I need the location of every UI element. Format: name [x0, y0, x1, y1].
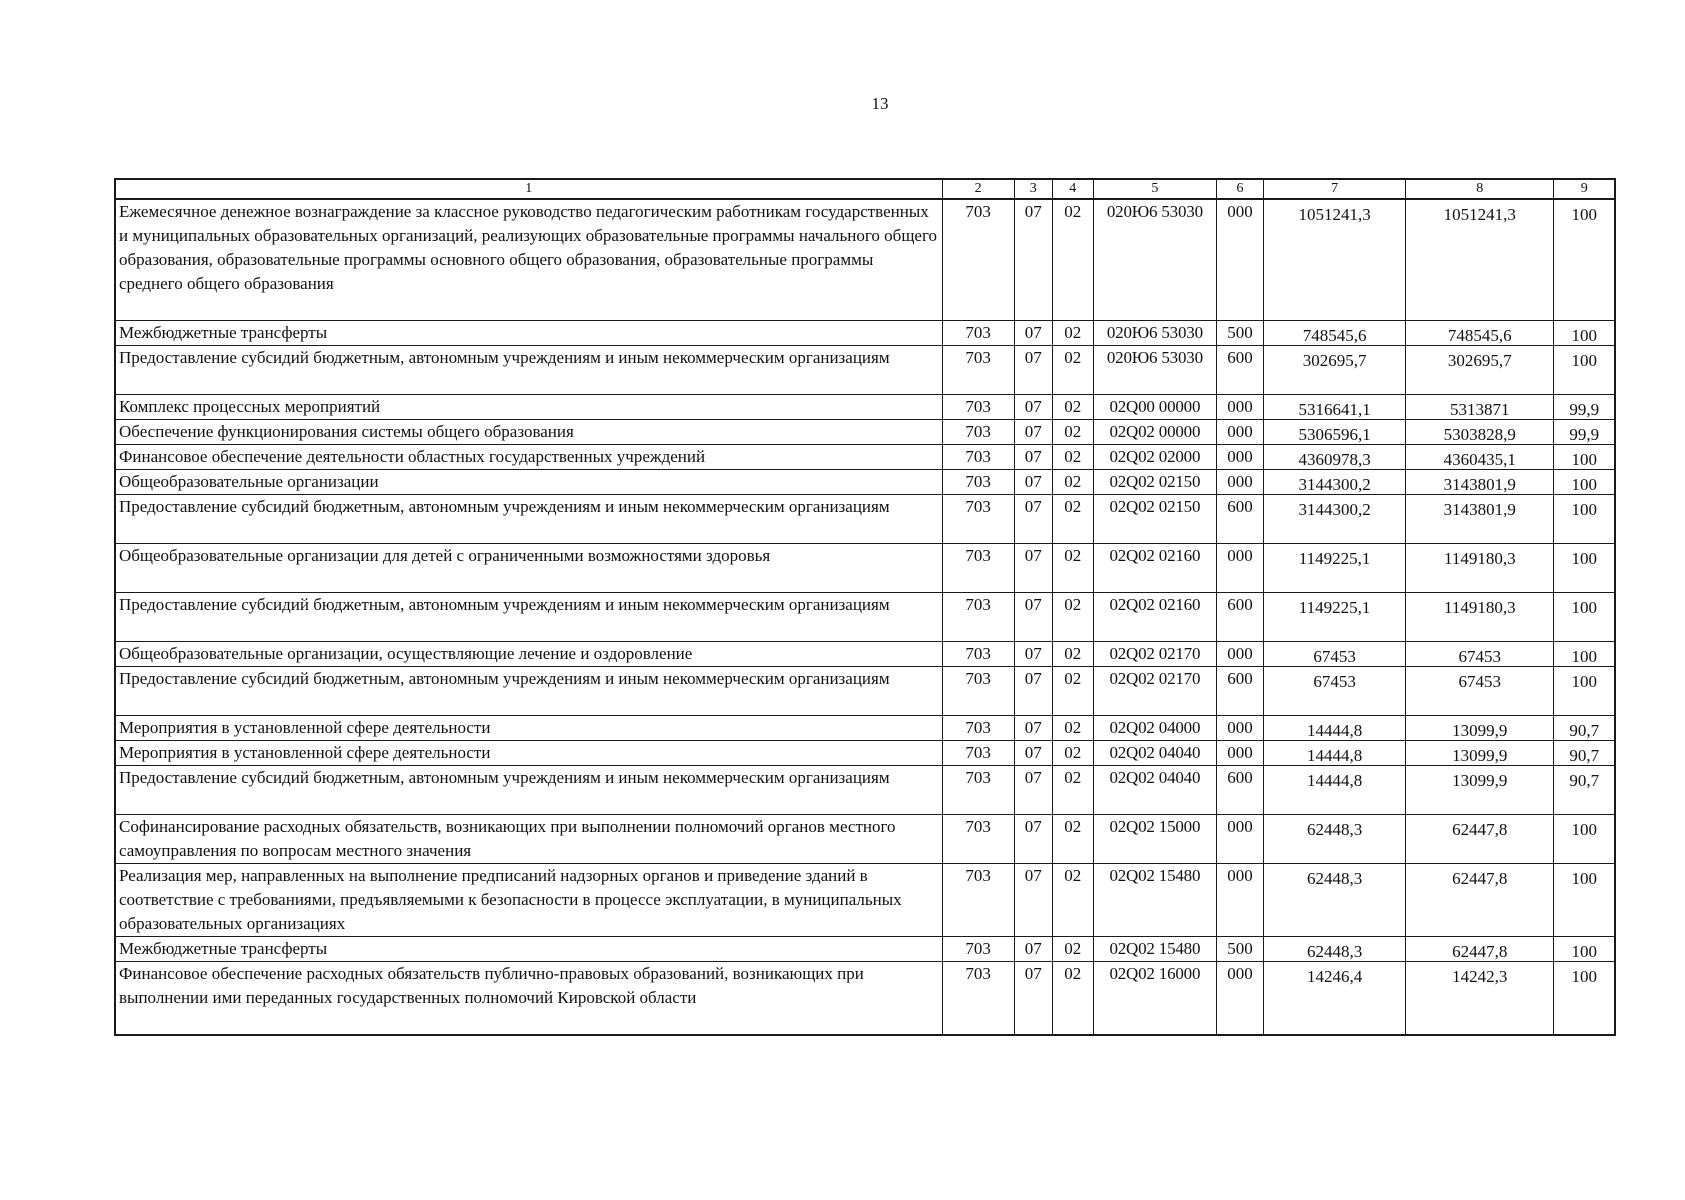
row-col3-cell: 07 [1014, 766, 1052, 815]
row-col7-value-cell-text: 1149225,1 [1298, 598, 1371, 617]
header-col-4: 4 [1052, 179, 1093, 199]
row-col8-value-cell-text: 1149180,3 [1443, 549, 1516, 568]
row-col2-cell: 703 [942, 445, 1014, 470]
row-col8-value-cell-text: 67453 [1458, 647, 1502, 666]
row-col8-value-cell-text: 4360435,1 [1443, 450, 1516, 469]
row-col3-cell: 07 [1014, 544, 1052, 593]
row-percent-cell-text: 100 [1571, 647, 1597, 666]
row-col3-cell: 07 [1014, 470, 1052, 495]
row-name-cell: Межбюджетные трансферты [115, 321, 942, 346]
row-percent-cell-text: 100 [1571, 475, 1597, 494]
row-name-cell: Общеобразовательные организации для детей с ограниченными возможностями здоровья [115, 544, 942, 593]
row-col4-cell: 02 [1052, 395, 1093, 420]
row-percent-cell-text: 100 [1571, 326, 1597, 345]
row-name-cell: Софинансирование расходных обязательств, возникающих при выполнении полномочий органов местного самоуправления по вопросам местного значения [115, 815, 942, 864]
row-col7-value-cell [1264, 766, 1406, 815]
row-col4-cell: 02 [1052, 593, 1093, 642]
row-name-cell: Финансовое обеспечение расходных обязательств публично-правовых образований, возникающих при выполнении ими переданных государственных полномочий Кировской области [115, 962, 942, 1036]
row-col6-cell: 000 [1216, 470, 1263, 495]
row-col6-cell: 500 [1216, 321, 1263, 346]
row-percent-cell [1554, 395, 1615, 420]
header-col-7: 7 [1264, 179, 1406, 199]
row-percent-cell-text: 100 [1571, 942, 1597, 961]
row-col7-value-cell [1264, 544, 1406, 593]
row-col4-cell: 02 [1052, 937, 1093, 962]
table-body [115, 199, 1615, 1035]
row-col8-value-cell [1406, 470, 1554, 495]
row-col3-cell: 07 [1014, 962, 1052, 1036]
row-col3-cell: 07 [1014, 395, 1052, 420]
row-col4-cell: 02 [1052, 642, 1093, 667]
row-col8-value-cell-text: 3143801,9 [1443, 500, 1516, 519]
row-col6-cell: 600 [1216, 346, 1263, 395]
row-col4-cell: 02 [1052, 495, 1093, 544]
row-percent-cell-text: 100 [1571, 549, 1597, 568]
row-percent-cell-text: 100 [1571, 820, 1597, 839]
row-name-cell: Предоставление субсидий бюджетным, автономным учреждениям и иным некоммерческим организациям [115, 346, 942, 395]
budget-table [114, 178, 1616, 1036]
row-col8-value-cell-text: 14242,3 [1452, 967, 1508, 986]
row-col7-value-cell-text: 5316641,1 [1298, 400, 1371, 419]
row-col2-cell: 703 [942, 593, 1014, 642]
row-col7-value-cell [1264, 321, 1406, 346]
row-col8-value-cell [1406, 593, 1554, 642]
row-col8-value-cell-text: 62447,8 [1452, 869, 1508, 888]
row-code-cell: 02Q02 02160 [1093, 544, 1216, 593]
table-row [115, 593, 1615, 642]
row-col6-cell: 000 [1216, 395, 1263, 420]
row-col7-value-cell-text: 14444,8 [1306, 771, 1363, 790]
page-number: 13 [871, 94, 889, 113]
row-col7-value-cell [1264, 815, 1406, 864]
row-percent-cell-text: 90,7 [1569, 771, 1600, 790]
header-col-3: 3 [1014, 179, 1052, 199]
row-code-cell: 02Q00 00000 [1093, 395, 1216, 420]
row-percent-cell-text: 100 [1571, 351, 1597, 370]
row-name-cell: Общеобразовательные организации, осуществляющие лечение и оздоровление [115, 642, 942, 667]
row-percent-cell [1554, 445, 1615, 470]
row-code-cell: 02Q02 02150 [1093, 495, 1216, 544]
row-col7-value-cell-text: 748545,6 [1302, 326, 1367, 345]
row-col2-cell: 703 [942, 495, 1014, 544]
table-row [115, 766, 1615, 815]
row-col7-value-cell-text: 3144300,2 [1298, 500, 1371, 519]
row-col7-value-cell-text: 62448,3 [1306, 820, 1363, 839]
row-percent-cell [1554, 667, 1615, 716]
row-col8-value-cell-text: 1149180,3 [1443, 598, 1516, 617]
row-col6-cell: 000 [1216, 544, 1263, 593]
row-col4-cell: 02 [1052, 346, 1093, 395]
row-col2-cell: 703 [942, 766, 1014, 815]
row-percent-cell [1554, 321, 1615, 346]
row-col6-cell: 000 [1216, 815, 1263, 864]
row-col2-cell: 703 [942, 716, 1014, 741]
row-col7-value-cell-text: 14246,4 [1306, 967, 1363, 986]
row-col4-cell: 02 [1052, 199, 1093, 321]
row-col3-cell: 07 [1014, 741, 1052, 766]
row-col4-cell: 02 [1052, 667, 1093, 716]
row-name-cell: Межбюджетные трансферты [115, 937, 942, 962]
row-percent-cell [1554, 716, 1615, 741]
row-code-cell: 02Q02 04000 [1093, 716, 1216, 741]
row-percent-cell [1554, 937, 1615, 962]
row-col4-cell: 02 [1052, 766, 1093, 815]
row-col8-value-cell [1406, 962, 1554, 1036]
row-code-cell: 02Q02 02170 [1093, 642, 1216, 667]
budget-table-wrapper [114, 178, 1616, 1036]
row-name-cell: Предоставление субсидий бюджетным, автономным учреждениям и иным некоммерческим организациям [115, 495, 942, 544]
row-col2-cell: 703 [942, 962, 1014, 1036]
row-percent-cell [1554, 346, 1615, 395]
row-name-cell: Предоставление субсидий бюджетным, автономным учреждениям и иным некоммерческим организациям [115, 766, 942, 815]
row-col2-cell: 703 [942, 346, 1014, 395]
row-col8-value-cell [1406, 495, 1554, 544]
row-col6-cell: 000 [1216, 716, 1263, 741]
row-col6-cell: 000 [1216, 642, 1263, 667]
row-col8-value-cell [1406, 321, 1554, 346]
row-col8-value-cell [1406, 395, 1554, 420]
row-col6-cell: 000 [1216, 864, 1263, 937]
row-col7-value-cell-text: 4360978,3 [1298, 450, 1371, 469]
header-col-9: 9 [1554, 179, 1615, 199]
row-col7-value-cell-text: 14444,8 [1306, 746, 1363, 765]
row-percent-cell [1554, 544, 1615, 593]
table-row [115, 420, 1615, 445]
row-col4-cell: 02 [1052, 321, 1093, 346]
row-col6-cell: 000 [1216, 741, 1263, 766]
row-col8-value-cell-text: 1051241,3 [1443, 205, 1516, 224]
table-row [115, 741, 1615, 766]
row-col3-cell: 07 [1014, 495, 1052, 544]
row-col8-value-cell-text: 5313871 [1450, 400, 1510, 419]
table-row [115, 395, 1615, 420]
row-col6-cell: 000 [1216, 420, 1263, 445]
row-col7-value-cell-text: 62448,3 [1306, 869, 1363, 888]
row-col6-cell: 000 [1216, 199, 1263, 321]
row-col7-value-cell [1264, 346, 1406, 395]
row-col8-value-cell [1406, 445, 1554, 470]
row-col8-value-cell-text: 13099,9 [1452, 771, 1508, 790]
row-percent-cell-text: 100 [1571, 869, 1597, 888]
row-percent-cell-text: 90,7 [1569, 746, 1600, 765]
row-col8-value-cell-text: 748545,6 [1447, 326, 1512, 345]
row-code-cell: 020Ю6 53030 [1093, 199, 1216, 321]
row-col8-value-cell [1406, 346, 1554, 395]
row-percent-cell [1554, 815, 1615, 864]
row-col6-cell: 500 [1216, 937, 1263, 962]
row-name-cell: Мероприятия в установленной сфере деятельности [115, 716, 942, 741]
row-col3-cell: 07 [1014, 593, 1052, 642]
table-row [115, 495, 1615, 544]
row-percent-cell-text: 99,9 [1569, 425, 1600, 444]
row-col2-cell: 703 [942, 199, 1014, 321]
header-col-8: 8 [1406, 179, 1554, 199]
row-col4-cell: 02 [1052, 741, 1093, 766]
row-col4-cell: 02 [1052, 864, 1093, 937]
row-col6-cell: 000 [1216, 962, 1263, 1036]
row-col2-cell: 703 [942, 544, 1014, 593]
row-col8-value-cell [1406, 815, 1554, 864]
row-col7-value-cell [1264, 593, 1406, 642]
table-row [115, 667, 1615, 716]
row-col4-cell: 02 [1052, 815, 1093, 864]
row-col8-value-cell [1406, 420, 1554, 445]
row-col8-value-cell [1406, 642, 1554, 667]
row-col7-value-cell [1264, 642, 1406, 667]
row-col7-value-cell [1264, 864, 1406, 937]
table-row [115, 716, 1615, 741]
row-col7-value-cell [1264, 420, 1406, 445]
row-percent-cell-text: 100 [1571, 205, 1597, 224]
row-percent-cell [1554, 420, 1615, 445]
row-percent-cell [1554, 962, 1615, 1036]
row-col4-cell: 02 [1052, 445, 1093, 470]
row-col7-value-cell [1264, 495, 1406, 544]
row-col2-cell: 703 [942, 395, 1014, 420]
row-col3-cell: 07 [1014, 321, 1052, 346]
row-name-cell: Финансовое обеспечение деятельности областных государственных учреждений [115, 445, 942, 470]
row-col4-cell: 02 [1052, 544, 1093, 593]
row-col2-cell: 703 [942, 667, 1014, 716]
row-code-cell: 02Q02 02000 [1093, 445, 1216, 470]
row-col4-cell: 02 [1052, 716, 1093, 741]
row-col7-value-cell [1264, 667, 1406, 716]
row-col6-cell: 600 [1216, 593, 1263, 642]
row-name-cell: Предоставление субсидий бюджетным, автономным учреждениям и иным некоммерческим организациям [115, 667, 942, 716]
row-code-cell: 02Q02 02170 [1093, 667, 1216, 716]
row-code-cell: 02Q02 15480 [1093, 937, 1216, 962]
table-row [115, 470, 1615, 495]
row-col8-value-cell-text: 5303828,9 [1443, 425, 1516, 444]
table-row [115, 346, 1615, 395]
row-col8-value-cell-text: 302695,7 [1447, 351, 1512, 370]
row-col4-cell: 02 [1052, 420, 1093, 445]
row-col2-cell: 703 [942, 321, 1014, 346]
row-col3-cell: 07 [1014, 642, 1052, 667]
row-col8-value-cell [1406, 199, 1554, 321]
row-col3-cell: 07 [1014, 716, 1052, 741]
row-percent-cell [1554, 864, 1615, 937]
row-col2-cell: 703 [942, 741, 1014, 766]
row-col7-value-cell-text: 302695,7 [1302, 351, 1367, 370]
row-col7-value-cell [1264, 937, 1406, 962]
row-col7-value-cell [1264, 470, 1406, 495]
row-name-cell: Реализация мер, направленных на выполнение предписаний надзорных органов и приведение зданий в соответствие с требованиями, предъявляемыми к безопасности в процессе эксплуатации, в муниципальных образовательных организациях [115, 864, 942, 937]
table-row [115, 864, 1615, 937]
row-col2-cell: 703 [942, 937, 1014, 962]
row-col6-cell: 600 [1216, 667, 1263, 716]
row-percent-cell-text: 100 [1571, 672, 1597, 691]
table-row [115, 815, 1615, 864]
row-col8-value-cell [1406, 766, 1554, 815]
row-col7-value-cell-text: 3144300,2 [1298, 475, 1371, 494]
row-col7-value-cell-text: 1149225,1 [1298, 549, 1371, 568]
table-row [115, 937, 1615, 962]
header-col-1: 1 [115, 179, 942, 199]
row-col7-value-cell-text: 5306596,1 [1298, 425, 1371, 444]
row-col3-cell: 07 [1014, 445, 1052, 470]
row-col8-value-cell [1406, 667, 1554, 716]
row-col7-value-cell-text: 67453 [1313, 672, 1356, 691]
row-code-cell: 02Q02 02160 [1093, 593, 1216, 642]
row-col7-value-cell [1264, 395, 1406, 420]
row-name-cell: Обеспечение функционирования системы общего образования [115, 420, 942, 445]
row-name-cell: Предоставление субсидий бюджетным, автономным учреждениям и иным некоммерческим организациям [115, 593, 942, 642]
row-percent-cell [1554, 642, 1615, 667]
row-col7-value-cell-text: 14444,8 [1306, 721, 1363, 740]
row-col6-cell: 000 [1216, 445, 1263, 470]
row-code-cell: 02Q02 02150 [1093, 470, 1216, 495]
row-col6-cell: 600 [1216, 766, 1263, 815]
row-col2-cell: 703 [942, 420, 1014, 445]
header-col-2: 2 [942, 179, 1014, 199]
row-name-cell: Ежемесячное денежное вознаграждение за классное руководство педагогическим работникам государственных и муниципальных образовательных организаций, реализующих образовательные программы начального общего образования, образовательные программы основного общего образования, образовательные программы среднего общего образования [115, 199, 942, 321]
row-col3-cell: 07 [1014, 864, 1052, 937]
row-col3-cell: 07 [1014, 346, 1052, 395]
row-col8-value-cell-text: 13099,9 [1452, 746, 1508, 765]
row-col8-value-cell [1406, 544, 1554, 593]
row-col4-cell: 02 [1052, 962, 1093, 1036]
row-col3-cell: 07 [1014, 199, 1052, 321]
row-col3-cell: 07 [1014, 420, 1052, 445]
row-col8-value-cell [1406, 716, 1554, 741]
row-code-cell: 02Q02 00000 [1093, 420, 1216, 445]
row-name-cell: Общеобразовательные организации [115, 470, 942, 495]
row-col7-value-cell-text: 1051241,3 [1298, 205, 1371, 224]
row-percent-cell-text: 100 [1571, 967, 1597, 986]
row-col7-value-cell [1264, 716, 1406, 741]
table-row [115, 321, 1615, 346]
row-col7-value-cell [1264, 199, 1406, 321]
row-code-cell: 020Ю6 53030 [1093, 346, 1216, 395]
table-row [115, 544, 1615, 593]
row-col8-value-cell-text: 67453 [1458, 672, 1502, 691]
row-percent-cell [1554, 495, 1615, 544]
header-col-6: 6 [1216, 179, 1263, 199]
row-col7-value-cell [1264, 741, 1406, 766]
row-name-cell: Мероприятия в установленной сфере деятельности [115, 741, 942, 766]
table-row [115, 962, 1615, 1036]
row-col7-value-cell-text: 62448,3 [1306, 942, 1363, 961]
row-col2-cell: 703 [942, 642, 1014, 667]
row-col7-value-cell-text: 67453 [1313, 647, 1356, 666]
row-code-cell: 02Q02 04040 [1093, 766, 1216, 815]
row-col3-cell: 07 [1014, 937, 1052, 962]
row-col2-cell: 703 [942, 864, 1014, 937]
row-col3-cell: 07 [1014, 667, 1052, 716]
row-col7-value-cell [1264, 445, 1406, 470]
row-col8-value-cell-text: 62447,8 [1452, 820, 1508, 839]
table-row [115, 445, 1615, 470]
row-percent-cell [1554, 199, 1615, 321]
row-percent-cell-text: 100 [1571, 450, 1597, 469]
row-code-cell: 02Q02 15480 [1093, 864, 1216, 937]
row-name-cell: Комплекс процессных мероприятий [115, 395, 942, 420]
table-row [115, 642, 1615, 667]
row-percent-cell [1554, 593, 1615, 642]
row-code-cell: 02Q02 16000 [1093, 962, 1216, 1036]
row-col2-cell: 703 [942, 470, 1014, 495]
header-col-5: 5 [1093, 179, 1216, 199]
table-row [115, 199, 1615, 321]
row-col8-value-cell-text: 13099,9 [1452, 721, 1508, 740]
row-percent-cell [1554, 470, 1615, 495]
row-col7-value-cell [1264, 962, 1406, 1036]
row-code-cell: 02Q02 04040 [1093, 741, 1216, 766]
row-percent-cell-text: 100 [1571, 500, 1597, 519]
row-col6-cell: 600 [1216, 495, 1263, 544]
table-header-row [115, 179, 1615, 199]
row-code-cell: 02Q02 15000 [1093, 815, 1216, 864]
row-col3-cell: 07 [1014, 815, 1052, 864]
row-col8-value-cell-text: 3143801,9 [1443, 475, 1516, 494]
row-col8-value-cell [1406, 937, 1554, 962]
row-col8-value-cell [1406, 741, 1554, 766]
row-percent-cell [1554, 741, 1615, 766]
row-code-cell: 020Ю6 53030 [1093, 321, 1216, 346]
row-percent-cell-text: 99,9 [1569, 400, 1600, 419]
row-percent-cell-text: 100 [1571, 598, 1597, 617]
row-percent-cell-text: 90,7 [1569, 721, 1600, 740]
row-col2-cell: 703 [942, 815, 1014, 864]
row-col8-value-cell-text: 62447,8 [1452, 942, 1508, 961]
row-col4-cell: 02 [1052, 470, 1093, 495]
row-col8-value-cell [1406, 864, 1554, 937]
row-percent-cell [1554, 766, 1615, 815]
